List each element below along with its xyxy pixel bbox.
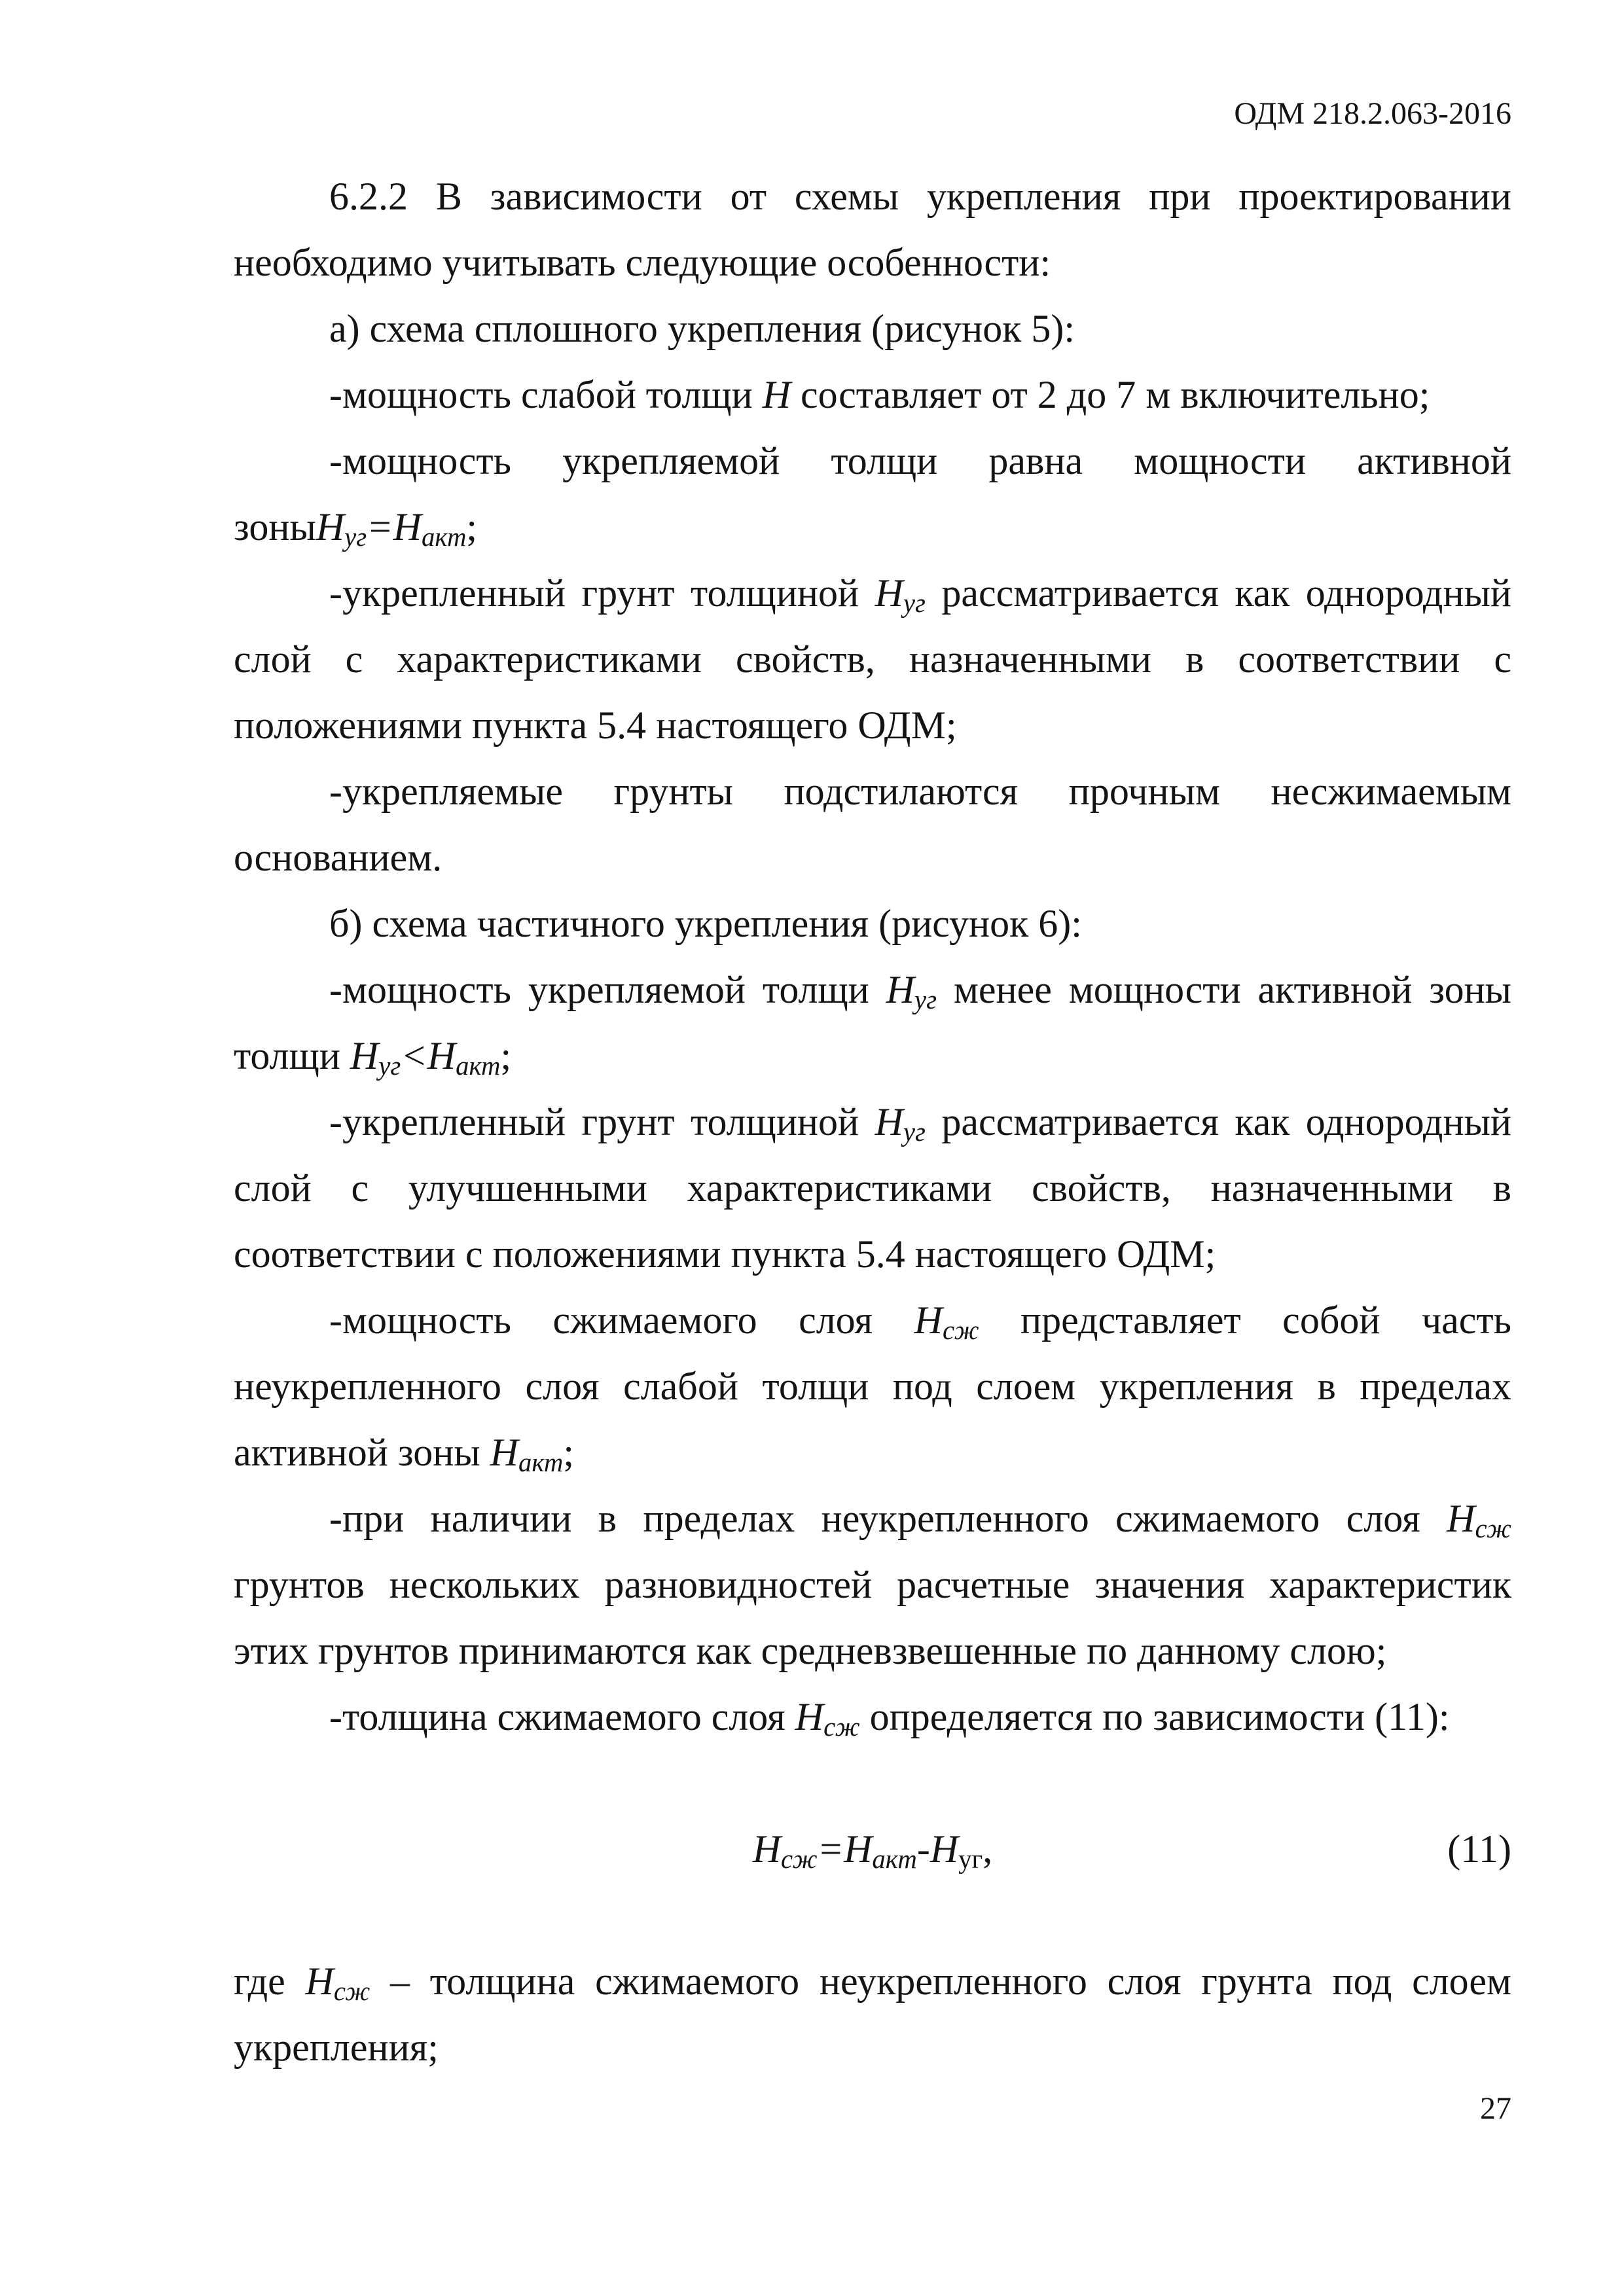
math-symbol-base: H (875, 1100, 903, 1143)
text-segment: -толщина сжимаемого слоя (329, 1695, 795, 1738)
item-b-formula-intro (234, 1684, 1511, 1750)
math-symbol-base: H (316, 505, 345, 548)
math-operator: < (401, 1034, 427, 1077)
math-symbol-base: H (393, 505, 422, 548)
text-segment: ; (466, 505, 478, 548)
formula-11 (234, 1816, 1511, 1882)
text-segment: -мощность укрепляемой толщи (329, 968, 886, 1011)
math-symbol-base: H (427, 1034, 456, 1077)
text-segment: определяется по зависимости (11): (859, 1695, 1450, 1738)
math-subscript: уг (958, 1844, 983, 1874)
math-subscript: акт (872, 1844, 917, 1874)
math-symbol-base: H (752, 1827, 782, 1871)
math-symbol (1447, 1497, 1511, 1543)
text-segment: -укрепленный грунт толщиной (329, 1100, 875, 1143)
text-segment: грунтов нескольких разновидностей расчетные значения характеристик этих грунтов принимаются как средневзвешенные по данному слою; (234, 1563, 1511, 1672)
document-code-header: ОДМ 218.2.063-2016 (1234, 96, 1511, 131)
math-subscript: акт (518, 1447, 564, 1477)
math-symbol (795, 1695, 860, 1742)
page-number: 27 (1480, 2091, 1511, 2126)
formula-comma: , (983, 1827, 993, 1871)
math-symbol (316, 505, 467, 552)
paragraph-6-2-2: 6.2.2 В зависимости от схемы укрепления при проектировании необходимо учитывать следующие особенности: (234, 175, 1511, 284)
math-symbol-base: H (886, 968, 915, 1011)
math-subscript: акт (456, 1050, 501, 1081)
math-subscript: сж (943, 1315, 979, 1345)
math-symbol (350, 1034, 501, 1081)
formula-where-clause (234, 1948, 1511, 2081)
text-segment: составляет от 2 до 7 м включительно; (791, 373, 1430, 416)
math-symbol-base: H (844, 1827, 873, 1871)
formula-number: (11) (1447, 1827, 1511, 1871)
text-segment: представляет собой часть неукрепленного слоя слабой толщи под слоем укрепления в пределах активной зоны (234, 1299, 1511, 1474)
text-segment: где (234, 1960, 306, 2003)
math-symbol (752, 1827, 959, 1874)
math-symbol (914, 1299, 979, 1345)
item-b-thickness (234, 957, 1511, 1089)
math-symbol-base: H (875, 571, 903, 615)
math-subscript: сж (1475, 1513, 1511, 1543)
math-symbol (886, 968, 937, 1014)
math-subscript: сж (823, 1712, 860, 1742)
formula-expression (234, 1816, 1511, 1882)
item-b-homogeneous-layer (234, 1089, 1511, 1287)
math-symbol: H (762, 373, 791, 416)
math-subscript: сж (781, 1844, 818, 1874)
text-segment: -мощность укрепляемой толщи равна мощности активной зоны (234, 439, 1511, 548)
math-operator: - (916, 1827, 930, 1871)
math-subscript: акт (422, 522, 467, 552)
math-symbol (490, 1431, 564, 1477)
text-segment: ; (500, 1034, 512, 1077)
math-subscript: уг (903, 588, 926, 618)
item-a-base: -укрепляемые грунты подстилаются прочным несжимаемым основанием. (234, 770, 1511, 879)
math-symbol (875, 1100, 926, 1147)
item-a-homogeneous-layer (234, 560, 1511, 759)
math-subscript: уг (378, 1050, 401, 1081)
text-segment: -мощность слабой толщи (329, 373, 763, 416)
math-symbol-base: H (1447, 1497, 1475, 1540)
item-a-thickness-range (234, 362, 1511, 428)
math-symbol (875, 571, 926, 618)
math-subscript: уг (914, 984, 937, 1014)
text-segment: -при наличии в пределах неукрепленного сжимаемого слоя (329, 1497, 1447, 1540)
math-symbol-base: H (914, 1299, 943, 1342)
text-segment: ; (563, 1431, 575, 1474)
math-operator: = (367, 505, 393, 548)
math-symbol-base: H (795, 1695, 824, 1738)
page-body (234, 164, 1511, 2081)
math-symbol-base: H (305, 1960, 334, 2003)
item-a-active-zone (234, 428, 1511, 560)
item-a-heading: а) схема сплошного укрепления (рисунок 5): (329, 307, 1075, 350)
math-symbol-base: H (490, 1431, 518, 1474)
text-segment: менее мощности активной зоны толщи (234, 968, 1511, 1077)
text-segment: рассматривается как однородный слой с характеристиками свойств, назначенными в соответствии с положениями пункта 5.4 настоящего ОДМ; (234, 571, 1511, 747)
text-segment: -укрепленный грунт толщиной (329, 571, 875, 615)
math-subscript: уг (903, 1117, 926, 1147)
text-segment: -мощность сжимаемого слоя (329, 1299, 914, 1342)
text-segment: рассматривается как однородный слой с улучшенными характеристиками свойств, назначенными в соответствии с положениями пункта 5.4 настоящего ОДМ; (234, 1100, 1511, 1276)
text-segment: – толщина сжимаемого неукрепленного слоя грунта под слоем укрепления; (234, 1960, 1512, 2069)
math-operator: = (817, 1827, 844, 1871)
math-symbol (305, 1960, 370, 2006)
math-subscript: сж (333, 1976, 370, 2006)
item-b-weighted-average (234, 1486, 1511, 1684)
math-subscript: уг (344, 522, 367, 552)
item-b-heading: б) схема частичного укрепления (рисунок 6): (329, 902, 1082, 945)
math-symbol-base: H (350, 1034, 379, 1077)
math-symbol-base: H (929, 1827, 959, 1871)
item-b-compressible-layer (234, 1287, 1511, 1486)
